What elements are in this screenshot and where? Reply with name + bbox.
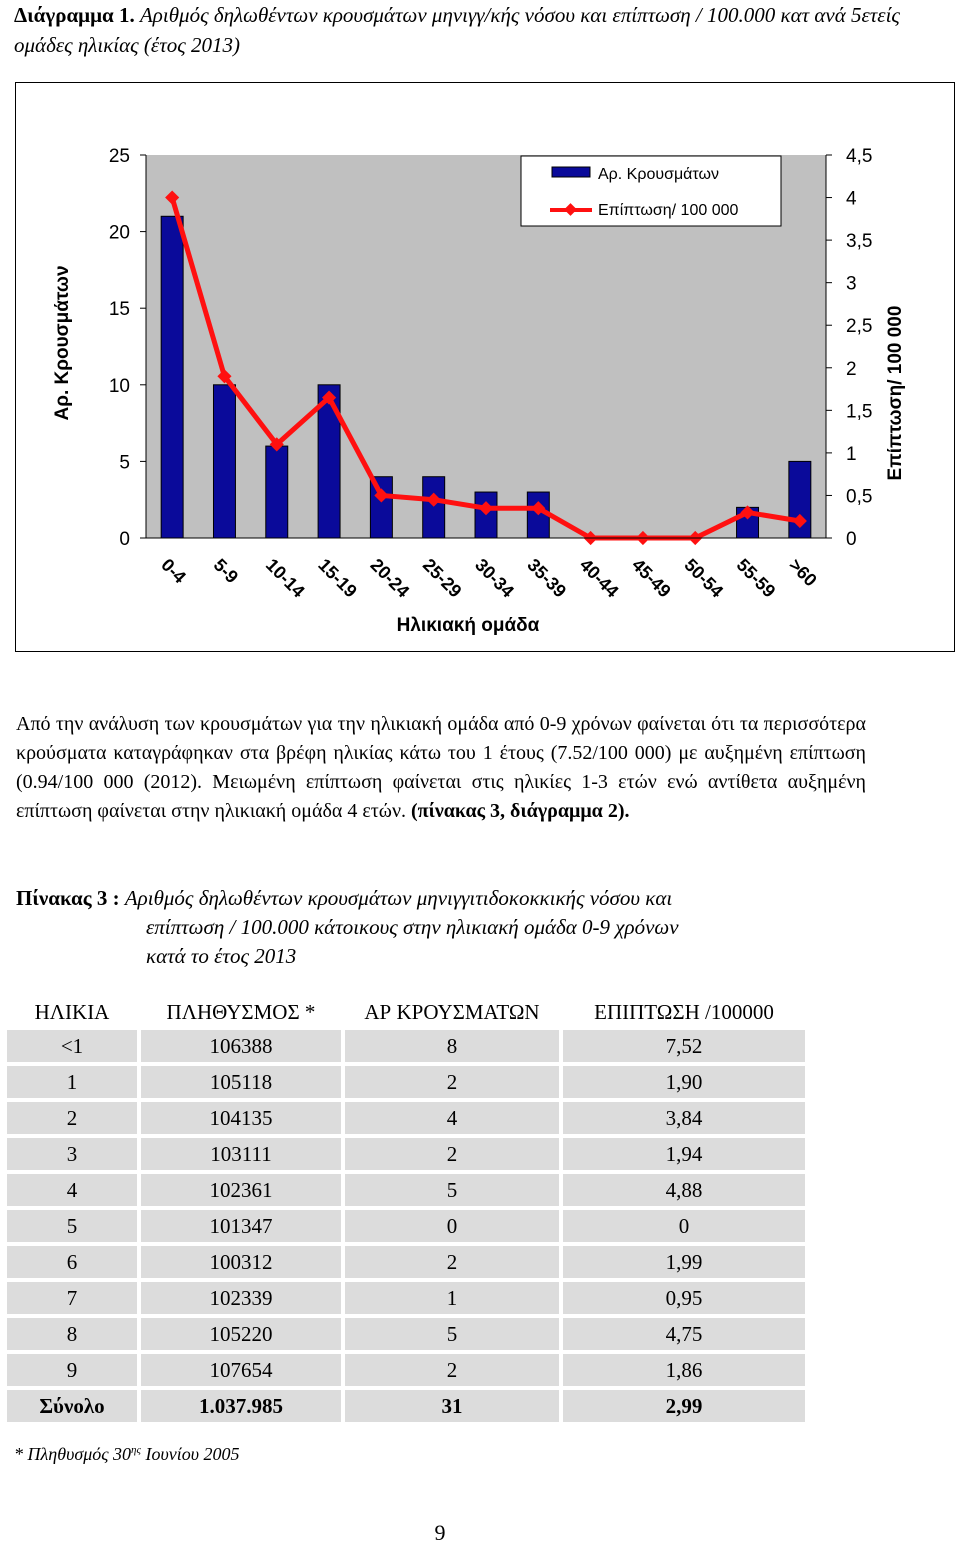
table-row: [7, 1066, 805, 1098]
cell-age: 9: [7, 1354, 137, 1386]
table-row: [7, 1174, 805, 1206]
y-tick-label: 10: [108, 375, 130, 397]
bar-0-4: [161, 216, 183, 538]
cell-cases: 5: [345, 1174, 559, 1206]
bar-25-29: [423, 477, 445, 538]
total-label: Σύνολο: [7, 1390, 137, 1422]
y2-tick-label: 1: [846, 443, 857, 465]
cell-age: 7: [7, 1282, 137, 1314]
figure-title: Αριθμός δηλωθέντων κρουσμάτων μηνιγγ/κής νόσου και επίπτωση / 100.000 κατ ανά 5ετείς ομάδες ηλικίας (έτος 2013): [14, 3, 900, 57]
y-tick-label: 25: [108, 146, 130, 167]
page-number: 9: [434, 1520, 446, 1545]
header-age: ΗΛΙΚΙΑ: [7, 997, 137, 1026]
header-cases: ΑΡ ΚΡΟΥΣΜΑΤΩΝ: [345, 997, 559, 1026]
footnote-sup: ης: [131, 1444, 141, 1456]
footnote-text: * Πληθυσμός 30: [14, 1444, 132, 1464]
cell-age: 6: [7, 1246, 137, 1278]
header-population: ΠΛΗΘΥΣΜΟΣ *: [141, 997, 341, 1026]
x-tick-label: 35-39: [523, 554, 571, 602]
table-row: [7, 1102, 805, 1134]
legend: [521, 156, 781, 226]
cell-incidence: 7,52: [563, 1030, 805, 1062]
table-label: Πίνακας 3 :: [16, 886, 120, 910]
figure-number: Διάγραμμα 1.: [14, 3, 135, 27]
cell-cases: 2: [345, 1246, 559, 1278]
y2-tick-label: 4,5: [846, 146, 873, 167]
cell-population: 102361: [141, 1174, 341, 1206]
y2-tick-label: 3,5: [846, 231, 873, 253]
cell-cases: 8: [345, 1030, 559, 1062]
cell-cases: 5: [345, 1318, 559, 1350]
y2-tick-label: 4: [846, 188, 857, 210]
total-cases: 31: [345, 1390, 559, 1422]
x-tick-label: 25-29: [418, 554, 466, 602]
table-caption-line1: Αριθμός δηλωθέντων κρουσμάτων μηνιγγιτιδοκοκκικής νόσου και: [124, 886, 673, 910]
cell-population: 101347: [141, 1210, 341, 1242]
table-row: [7, 1318, 805, 1350]
table-caption-line2: επίπτωση / 100.000 κάτοικους στην ηλικιακή ομάδα 0-9 χρόνων: [146, 915, 679, 939]
cell-cases: 4: [345, 1102, 559, 1134]
cell-cases: 0: [345, 1210, 559, 1242]
table-row: [7, 1354, 805, 1386]
cell-population: 104135: [141, 1102, 341, 1134]
cell-incidence: 0: [563, 1210, 805, 1242]
cell-incidence: 1,90: [563, 1066, 805, 1098]
cell-population: 105220: [141, 1318, 341, 1350]
x-tick-label: 5-9: [209, 554, 243, 588]
table-row: [7, 1030, 805, 1062]
y-tick-label: 20: [108, 222, 130, 244]
bar-5-9: [213, 385, 235, 538]
x-axis-title: Ηλικιακή ομάδα: [396, 615, 540, 636]
cell-age: <1: [7, 1030, 137, 1062]
y-axis-title: Αρ. Κρουσμάτων: [52, 265, 73, 421]
cell-population: 106388: [141, 1030, 341, 1062]
x-tick-label: 20-24: [366, 554, 414, 602]
figure-caption: [14, 0, 944, 60]
y2-tick-label: 1,5: [846, 401, 873, 423]
table-row: [7, 1246, 805, 1278]
y2-tick-label: 2,5: [846, 316, 873, 338]
cell-incidence: 0,95: [563, 1282, 805, 1314]
footnote-suffix: Ιουνίου 2005: [140, 1444, 240, 1464]
table-total-row: [7, 1390, 805, 1422]
table-row: [7, 1210, 805, 1242]
cell-age: 3: [7, 1138, 137, 1170]
x-tick-label: 15-19: [314, 554, 361, 602]
cell-incidence: 4,75: [563, 1318, 805, 1350]
cell-age: 4: [7, 1174, 137, 1206]
paragraph-reference: (πίνακας 3, διάγραμμα 2).: [411, 800, 630, 822]
cell-cases: 1: [345, 1282, 559, 1314]
cell-age: 2: [7, 1102, 137, 1134]
total-incidence: 2,99: [563, 1390, 805, 1422]
cell-population: 100312: [141, 1246, 341, 1278]
cell-cases: 2: [345, 1354, 559, 1386]
y2-tick-label: 0: [846, 529, 857, 550]
paragraph-text: Από την ανάλυση των κρουσμάτων για την ηλικιακή ομάδα από 0-9 χρόνων φαίνεται ότι τα περισσότερα κρούσματα καταγράφηκαν στα βρέφη ηλικίας κάτω του 1 έτους (7.52/100 000) με αυξημένη επίπτωση (0.94/100 000 (2012). Μειωμένη επίπτωση φαίνεται στις ηλικίες 1-3 ετών ενώ αντίθετα αυξημένη επίπτωση φαίνεται στην ηλικιακή ομάδα 4 ετών.: [16, 713, 866, 822]
y-tick-label: 5: [119, 452, 130, 474]
legend-bar-swatch: [552, 167, 590, 177]
total-population: 1.037.985: [141, 1390, 341, 1422]
cases-table: [3, 993, 809, 1426]
y-tick-label: 0: [119, 529, 130, 550]
cell-age: 1: [7, 1066, 137, 1098]
legend-bar-label: Αρ. Κρουσμάτων: [598, 166, 720, 183]
cell-population: 105118: [141, 1066, 341, 1098]
x-tick-label: 50-54: [680, 554, 728, 602]
cell-incidence: 1,94: [563, 1138, 805, 1170]
analysis-paragraph: [16, 710, 866, 826]
cell-age: 8: [7, 1318, 137, 1350]
header-incidence: ΕΠΙΠΤΩΣΗ /100000: [563, 997, 805, 1026]
x-tick-label: 55-59: [732, 554, 780, 602]
table-row: [7, 1138, 805, 1170]
x-tick-label: 40-44: [575, 554, 623, 602]
table-caption-line3: κατά το έτος 2013: [146, 944, 297, 968]
cell-population: 103111: [141, 1138, 341, 1170]
legend-line-label: Επίπτωση/ 100 000: [598, 202, 739, 219]
cell-population: 102339: [141, 1282, 341, 1314]
x-tick-label: >60: [785, 554, 821, 591]
cell-incidence: 3,84: [563, 1102, 805, 1134]
footnote: [14, 1444, 239, 1465]
cell-cases: 2: [345, 1066, 559, 1098]
x-tick-label: 0-4: [157, 554, 190, 588]
cell-incidence: 4,88: [563, 1174, 805, 1206]
x-tick-label: 30-34: [471, 554, 518, 602]
y2-axis-title: Επίπτωση/ 100 000: [885, 305, 906, 481]
combo-chart: [16, 83, 954, 651]
y-tick-label: 15: [108, 299, 130, 321]
x-tick-label: 10-14: [261, 554, 309, 602]
table-row: [7, 1282, 805, 1314]
x-tick-label: 45-49: [628, 554, 675, 602]
y2-tick-label: 0,5: [846, 486, 873, 508]
cell-incidence: 1,99: [563, 1246, 805, 1278]
y2-tick-label: 3: [846, 273, 857, 295]
table-caption: [16, 884, 896, 971]
cell-age: 5: [7, 1210, 137, 1242]
cell-incidence: 1,86: [563, 1354, 805, 1386]
y2-tick-label: 2: [846, 358, 857, 380]
cell-population: 107654: [141, 1354, 341, 1386]
bar-10-14: [266, 446, 288, 538]
cell-cases: 2: [345, 1138, 559, 1170]
chart-frame: [15, 82, 955, 652]
table-header-row: [7, 997, 805, 1026]
